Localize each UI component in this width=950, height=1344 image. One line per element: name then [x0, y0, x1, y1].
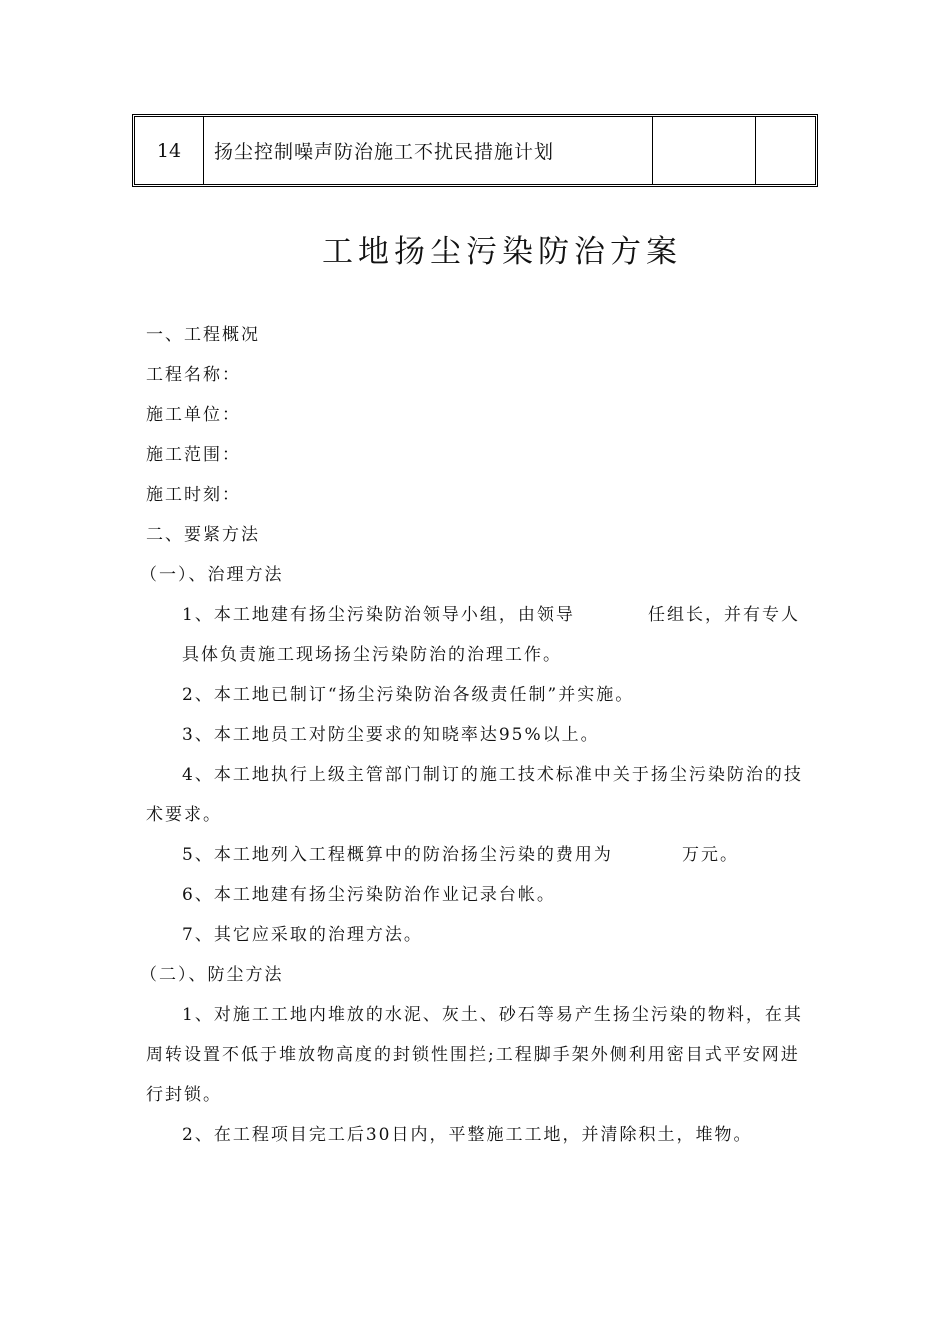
paragraph-line: 行封锁。 [146, 1085, 222, 1105]
index-table [132, 114, 818, 187]
paragraph-line: 5、本工地列入工程概算中的防治扬尘污染的费用为 [182, 845, 613, 865]
table-row [135, 117, 815, 184]
subsection-heading-management: （一）、治理方法 [140, 565, 284, 585]
paragraph-line: 1、本工地建有扬尘污染防治领导小组，由领导 [182, 605, 575, 625]
paragraph-line: 万元。 [682, 845, 739, 865]
paragraph-line: 具体负责施工现场扬尘污染防治的治理工作。 [182, 645, 562, 665]
paragraph-line: 任组长，并有专人 [648, 605, 800, 625]
section-heading-overview: 一、工程概况 [146, 325, 260, 345]
field-construction-time: 施工时刻： [146, 485, 241, 505]
paragraph-line: 1、对施工工地内堆放的水泥、灰土、砂石等易产生扬尘污染的物料，在其 [182, 1005, 803, 1025]
paragraph-line: 2、在工程项目完工后30日内，平整施工工地，并清除积土，堆物。 [182, 1125, 753, 1145]
field-construction-scope: 施工范围： [146, 445, 241, 465]
row-number: 14 [135, 117, 204, 184]
section-heading-methods: 二、要紧方法 [146, 525, 260, 545]
field-construction-unit: 施工单位： [146, 405, 241, 425]
row-cell-3 [653, 117, 756, 184]
index-table-grid [135, 117, 815, 184]
field-project-name: 工程名称： [146, 365, 241, 385]
subsection-heading-dust: （二）、防尘方法 [140, 965, 284, 985]
paragraph-line: 7、其它应采取的治理方法。 [182, 925, 423, 945]
paragraph-line: 4、本工地执行上级主管部门制订的施工技术标准中关于扬尘污染防治的技 [182, 765, 803, 785]
paragraph-line: 6、本工地建有扬尘污染防治作业记录台帐。 [182, 885, 556, 905]
document-title: 工地扬尘污染防治方案 [322, 234, 682, 270]
paragraph-line: 术要求。 [146, 805, 222, 825]
paragraph-line: 2、本工地已制订“扬尘污染防治各级责任制”并实施。 [182, 685, 635, 705]
paragraph-line: 周转设置不低于堆放物高度的封锁性围拦;工程脚手架外侧利用密目式平安网进 [146, 1045, 800, 1065]
row-cell-4 [756, 117, 816, 184]
row-title: 扬尘控制噪声防治施工不扰民措施计划 [204, 117, 653, 184]
paragraph-line: 3、本工地员工对防尘要求的知晓率达95%以上。 [182, 725, 600, 745]
